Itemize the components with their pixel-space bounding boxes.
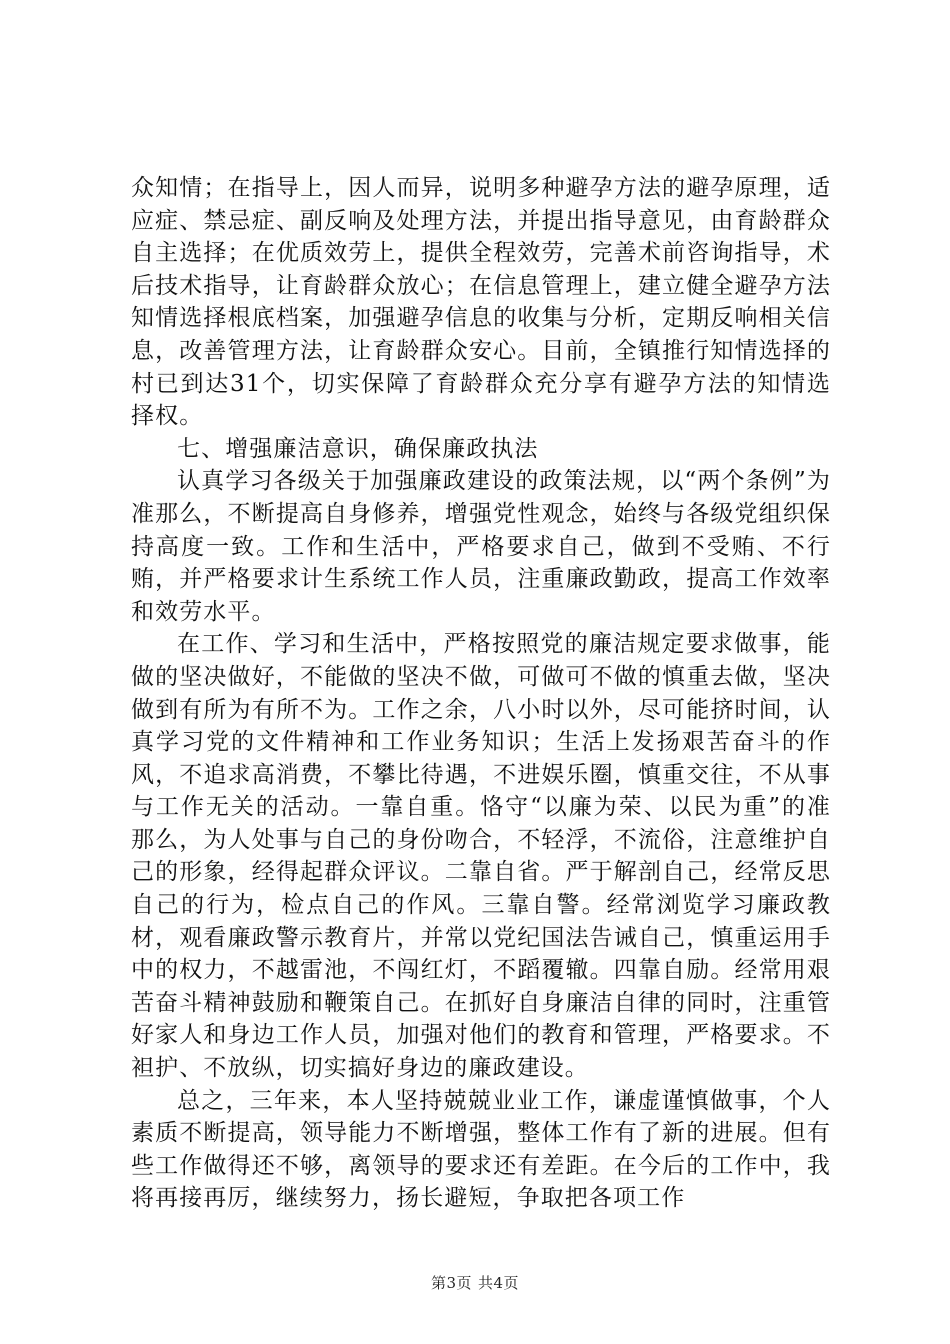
- document-body: [131, 172, 831, 1215]
- section-heading: 七、增强廉洁意识，确保廉政执法: [177, 435, 539, 462]
- paragraph: 总之，三年来，本人坚持兢兢业业工作，谦虚谨慎做事，个人素质不断提高，领导能力不断增强，整体工作有了新的进展。但有些工作做得还不够，离领导的要求还有差距。在今后的工作中，我将再接再厉，继续努力，扬长避短，争取把各项工作: [131, 1087, 831, 1212]
- page-footer: [0, 1272, 950, 1293]
- paragraph: 认真学习各级关于加强廉政建设的政策法规，以“两个条例”为准那么，不断提高自身修养，增强党性观念，始终与各级党组织保持高度一致。工作和生活中，严格要求自己，做到不受贿、不行贿，并严格要求计生系统工作人员，注重廉政勤政，提高工作效率和效劳水平。: [131, 468, 831, 625]
- paragraph: 在工作、学习和生活中，严格按照党的廉洁规定要求做事，能做的坚决做好，不能做的坚决不做，可做可不做的慎重去做，坚决做到有所为有所不为。工作之余，八小时以外，尽可能挤时间，认真学习党的文件精神和工作业务知识；生活上发扬艰苦奋斗的作风，不追求高消费，不攀比待遇，不进娱乐圈，慎重交往，不从事与工作无关的活动。一靠自重。恪守“以廉为荣、以民为重”的准那么，为人处事与自己的身份吻合，不轻浮，不流俗，注意维护自己的形象，经得起群众评议。二靠自省。严于解剖自己，经常反思自己的行为，检点自己的作风。三靠自警。经常浏览学习廉政教材，观看廉政警示教育片，并常以党纪国法告诫自己，慎重运用手中的权力，不越雷池，不闯红灯，不蹈覆辙。四靠自励。经常用艰苦奋斗精神鼓励和鞭策自己。在抓好自身廉洁自律的同时，注重管好家人和身边工作人员，加强对他们的教育和管理，严格要求。不袒护、不放纵，切实搞好身边的廉政建设。: [131, 631, 831, 1082]
- paragraph-continuation: 众知情；在指导上，因人而异，说明多种避孕方法的避孕原理，适应症、禁忌症、副反响及处理方法，并提出指导意见，由育龄群众自主选择；在优质效劳上，提供全程效劳，完善术前咨询指导，术后技术指导，让育龄群众放心；在信息管理上，建立健全避孕方法知情选择根底档案，加强避孕信息的收集与分析，定期反响相关信息，改善管理方法，让育龄群众安心。目前，全镇推行知情选择的村已到达31个，切实保障了育龄群众充分享有避孕方法的知情选择权。: [131, 175, 831, 430]
- page-number: 第3页: [430, 1274, 472, 1292]
- page-total: 共4页: [478, 1274, 520, 1292]
